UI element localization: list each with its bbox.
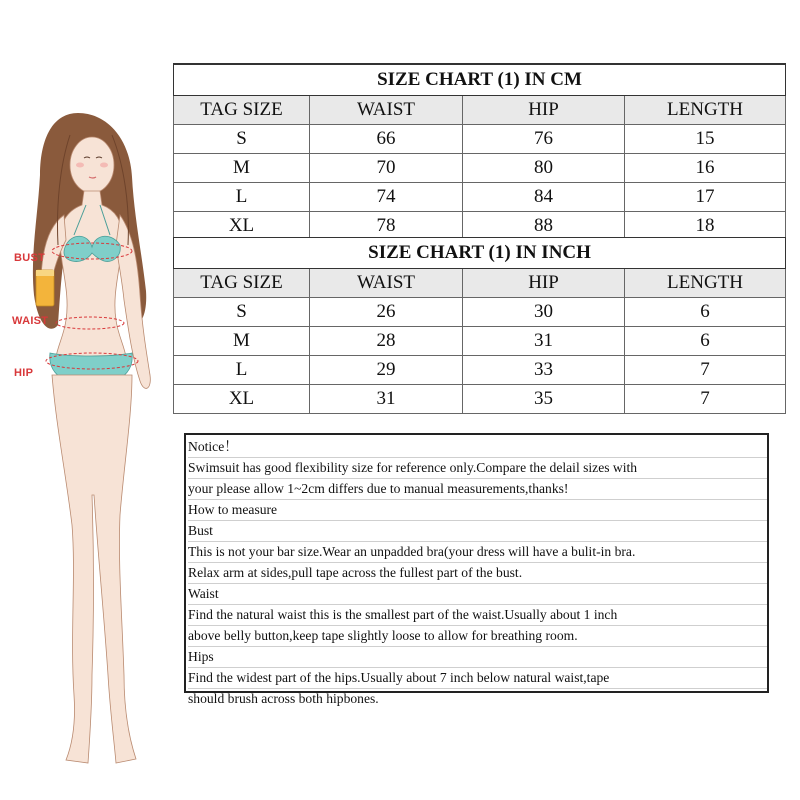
table-cell: L — [174, 356, 310, 385]
notice-line: Waist — [188, 584, 767, 605]
notice-line: Bust — [188, 521, 767, 542]
table-cell: 28 — [310, 327, 463, 356]
table-cell: 66 — [310, 125, 463, 154]
table-cell: 78 — [310, 212, 463, 241]
table-row — [174, 125, 786, 154]
notice-line: above belly button,keep tape slightly loose to allow for breathing room. — [188, 626, 767, 647]
notice-line: your please allow 1~2cm differs due to manual measurements,thanks! — [188, 479, 767, 500]
table-row — [174, 356, 786, 385]
table-cell: 6 — [625, 298, 786, 327]
table-cell: 7 — [625, 385, 786, 414]
column-header: HIP — [463, 269, 625, 298]
model-figure — [0, 95, 170, 785]
column-header: LENGTH — [625, 96, 786, 125]
notice-line: Hips — [188, 647, 767, 668]
table-cell: 16 — [625, 154, 786, 183]
table-cell: XL — [174, 212, 310, 241]
notice-box — [184, 433, 769, 706]
notice-line: Find the widest part of the hips.Usually about 7 inch below natural waist,tape — [188, 668, 767, 689]
notice-line: Find the natural waist this is the smallest part of the waist.Usually about 1 inch — [188, 605, 767, 626]
table-cell: 70 — [310, 154, 463, 183]
model-illustration — [0, 95, 170, 785]
column-header: LENGTH — [625, 269, 786, 298]
notice-heading: Notice！ — [188, 437, 767, 458]
column-header: WAIST — [310, 269, 463, 298]
table-header-row — [174, 96, 786, 125]
table-cell: 30 — [463, 298, 625, 327]
table-cell: 6 — [625, 327, 786, 356]
table-cell: 29 — [310, 356, 463, 385]
column-header: WAIST — [310, 96, 463, 125]
table-cell: 18 — [625, 212, 786, 241]
table-cell: S — [174, 125, 310, 154]
table-header-row — [174, 269, 786, 298]
table-cell: 17 — [625, 183, 786, 212]
table-cell: 74 — [310, 183, 463, 212]
table-row — [174, 385, 786, 414]
column-header: TAG SIZE — [174, 96, 310, 125]
table-cell: 7 — [625, 356, 786, 385]
bust-label: BUST — [14, 252, 46, 264]
table-cell: 84 — [463, 183, 625, 212]
legs — [52, 375, 136, 763]
table-cell: 76 — [463, 125, 625, 154]
table-cell: 33 — [463, 356, 625, 385]
torso — [56, 191, 126, 357]
table-cell: 31 — [463, 327, 625, 356]
table-row — [174, 183, 786, 212]
notice-line: Swimsuit has good flexibility size for reference only.Compare the delail sizes with — [188, 458, 767, 479]
table-cell: 80 — [463, 154, 625, 183]
table-row — [174, 327, 786, 356]
table-cell: M — [174, 327, 310, 356]
table-title: SIZE CHART (1) IN INCH — [174, 238, 786, 269]
table-cell: 35 — [463, 385, 625, 414]
table-title: SIZE CHART (1) IN CM — [174, 64, 786, 96]
table-cell: 31 — [310, 385, 463, 414]
notice-line: Relax arm at sides,pull tape across the fullest part of the bust. — [188, 563, 767, 584]
table-row — [174, 154, 786, 183]
table-cell: 88 — [463, 212, 625, 241]
column-header: HIP — [463, 96, 625, 125]
table-row — [174, 298, 786, 327]
table-cell: M — [174, 154, 310, 183]
waist-label: WAIST — [12, 315, 49, 327]
notice-line: How to measure — [188, 500, 767, 521]
notice-line: should brush across both hipbones. — [188, 691, 379, 706]
hip-label: HIP — [14, 367, 34, 379]
table-cell: S — [174, 298, 310, 327]
column-header: TAG SIZE — [174, 269, 310, 298]
size-chart-cm — [173, 63, 786, 241]
table-cell: XL — [174, 385, 310, 414]
size-chart-inch — [173, 237, 786, 414]
notice-line: This is not your bar size.Wear an unpadded bra(your dress will have a bulit-in bra. — [188, 542, 767, 563]
table-cell: 26 — [310, 298, 463, 327]
table-cell: 15 — [625, 125, 786, 154]
table-cell: L — [174, 183, 310, 212]
